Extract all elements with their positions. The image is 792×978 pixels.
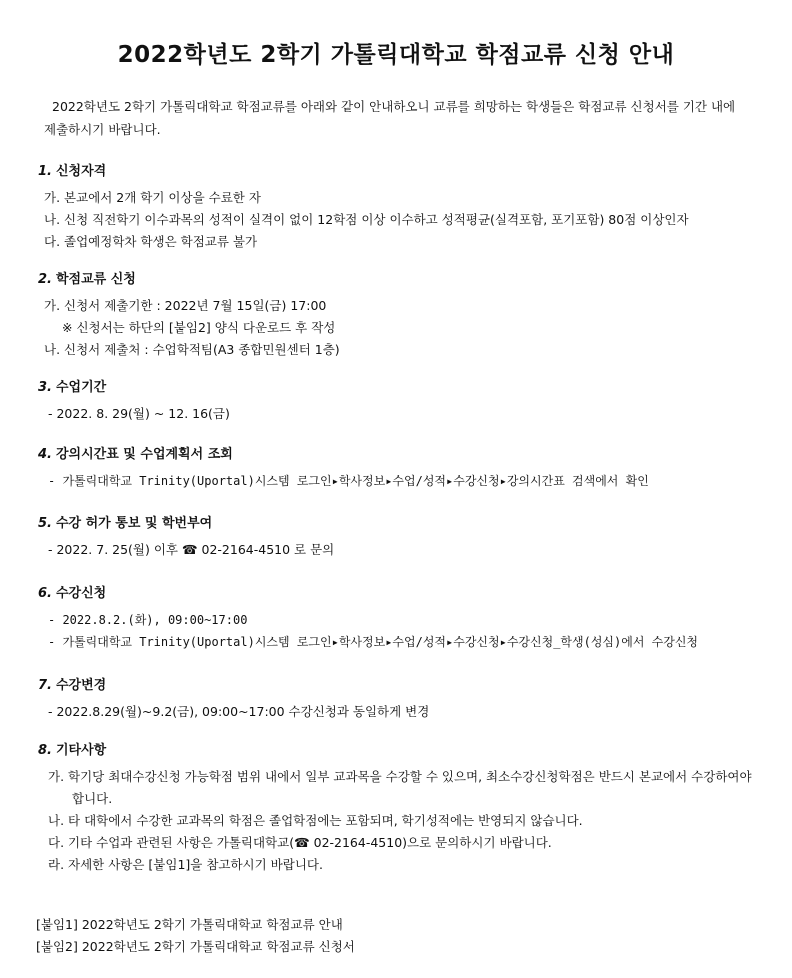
intro-paragraph: 2022학년도 2학기 가톨릭대학교 학점교류를 아래와 같이 안내하오니 교류를 희망하는 학생들은 학점교류 신청서를 기간 내에 제출하시기 바랍니다.	[44, 99, 736, 137]
attachment-1: [붙임1] 2022학년도 2학기 가톨릭대학교 학점교류 안내	[36, 917, 343, 932]
section-heading: 5. 수강 허가 통보 및 학번부여	[38, 516, 213, 531]
section-heading: 6. 수강신청	[38, 586, 107, 601]
section-registration	[38, 584, 768, 653]
list-item: 나. 신청 직전학기 이수과목의 성적이 실격이 없이 12학점 이상 이수하고 성적평균(실격포함, 포기포함) 80점 이상인자	[44, 212, 689, 227]
section-heading: 3. 수업기간	[38, 380, 107, 395]
section-heading: 8. 기타사항	[38, 743, 107, 758]
list-item: - 2022. 8. 29(월) ~ 12. 16(금)	[48, 406, 230, 421]
section-heading: 7. 수강변경	[38, 678, 107, 693]
section-etc	[38, 741, 768, 876]
list-item: 나. 타 대학에서 수강한 교과목의 학점은 졸업학점에는 포함되며, 학기성적에는 반영되지 않습니다.	[48, 813, 583, 828]
section-heading: 4. 강의시간표 및 수업계획서 조회	[38, 447, 233, 462]
attachment-2: [붙임2] 2022학년도 2학기 가톨릭대학교 학점교류 신청서	[36, 939, 355, 954]
list-item: - 가톨릭대학교 Trinity(Uportal)시스템 로그인▸학사정보▸수업/성적▸수강신청▸수강신청_학생(성심)에서 수강신청	[48, 635, 699, 649]
list-item: - 가톨릭대학교 Trinity(Uportal)시스템 로그인▸학사정보▸수업/성적▸수강신청▸강의시간표 검색에서 확인	[48, 474, 649, 488]
list-item: - 2022. 7. 25(월) 이후 ☎ 02-2164-4510 로 문의	[48, 542, 335, 557]
document-title: 2022학년도 2학기 가톨릭대학교 학점교류 신청 안내	[117, 42, 675, 68]
section-heading: 1. 신청자격	[38, 164, 107, 179]
list-item: 다. 기타 수업과 관련된 사항은 가톨릭대학교(☎ 02-2164-4510)으로 문의하시기 바랍니다.	[48, 835, 552, 850]
list-item: - 2022.8.2.(화), 09:00~17:00	[48, 613, 248, 627]
note-item: ※ 신청서는 하단의 [붙임2] 양식 다운로드 후 작성	[62, 320, 336, 335]
list-item: 가. 신청서 제출기한 : 2022년 7월 15일(금) 17:00	[44, 298, 327, 313]
list-item: - 2022.8.29(월)~9.2(금), 09:00~17:00 수강신청과 동일하게 변경	[48, 704, 430, 719]
section-heading: 2. 학점교류 신청	[38, 272, 136, 287]
list-item: 가. 본교에서 2개 학기 이상을 수료한 자	[44, 190, 261, 205]
section-change	[38, 676, 768, 723]
section-class-period	[38, 378, 768, 425]
section-permission	[38, 514, 768, 561]
section-application	[38, 270, 768, 361]
section-timetable	[38, 445, 768, 492]
section-eligibility	[38, 162, 768, 253]
list-item: 라. 자세한 사항은 [붙임1]을 참고하시기 바랍니다.	[48, 857, 323, 872]
list-item: 다. 졸업예정학차 학생은 학점교류 불가	[44, 234, 258, 249]
list-item: 가. 학기당 최대수강신청 가능학점 범위 내에서 일부 교과목을 수강할 수 있으며, 최소수강신청학점은 반드시 본교에서 수강하여야 합니다.	[48, 769, 752, 806]
list-item: 나. 신청서 제출처 : 수업학적팀(A3 종합민원센터 1층)	[44, 342, 340, 357]
